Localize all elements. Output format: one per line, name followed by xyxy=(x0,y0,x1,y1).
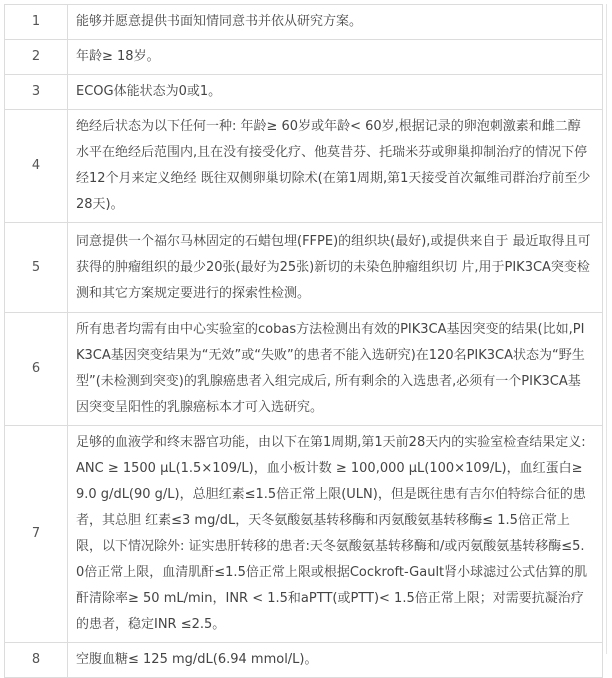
criterion-text: 绝经后状态为以下任何一种: 年龄≥ 60岁或年龄< 60岁,根据记录的卵泡刺激素和雌二醇水平在绝经后范围内,且在没有接受化疗、他莫昔芬、托瑞米芬或卵巢抑制治疗的情况下停经12个月来定义绝经 既往双侧卵巢切除术(在第1周期,第1天接受首次氟维司群治疗前至少28天)。 xyxy=(68,110,603,223)
table-row xyxy=(5,5,603,40)
table-row xyxy=(5,313,603,426)
row-number: 1 xyxy=(5,5,68,40)
inclusion-criteria-table xyxy=(4,4,603,678)
criterion-text: 能够并愿意提供书面知情同意书并依从研究方案。 xyxy=(68,5,603,40)
row-number: 8 xyxy=(5,643,68,678)
criterion-text: 足够的血液学和终末器官功能，由以下在第1周期,第1天前28天内的实验室检查结果定义: ANC ≥ 1500 μL(1.5×109/L)，血小板计数 ≥ 100,000 μL(100×109/L)，血红蛋白≥ 9.0 g/dL(90 g/L)，总胆红素≤1.5倍正常上限(ULN)，但是既往患有吉尔伯特综合征的患者，其总胆 红素≤3 mg/dL，天冬氨酸氨基转移酶和丙氨酸氨基转移酶≤ 1.5倍正常上限，以下情况除外: 证实患肝转移的患者:天冬氨酸氨基转移酶和/或丙氨酸氨基转移酶≤5.0倍正常上限，血清肌酐≤1.5倍正常上限或根据Cockroft-Gault肾小球滤过公式估算的肌酐清除率≥ 50 mL/min，INR < 1.5和aPTT(或PTT)< 1.5倍正常上限；对需要抗凝治疗的患者，稳定INR ≤2.5。 xyxy=(68,426,603,643)
criterion-text: 空腹血糖≤ 125 mg/dL(6.94 mmol/L)。 xyxy=(68,643,603,678)
table-row xyxy=(5,223,603,313)
row-number: 3 xyxy=(5,75,68,110)
table-row xyxy=(5,40,603,75)
table-row xyxy=(5,426,603,643)
inclusion-criteria-table-container xyxy=(4,4,603,678)
table-row xyxy=(5,75,603,110)
row-number: 7 xyxy=(5,426,68,643)
row-number: 5 xyxy=(5,223,68,313)
criterion-text: ECOG体能状态为0或1。 xyxy=(68,75,603,110)
criterion-text: 同意提供一个福尔马林固定的石蜡包埋(FFPE)的组织块(最好),或提供来自于 最近取得且可获得的肿瘤组织的最少20张(最好为25张)新切的未染色肿瘤组织切 片,用于PIK3CA突变检测和其它方案规定要进行的探索性检测。 xyxy=(68,223,603,313)
row-number: 6 xyxy=(5,313,68,426)
row-number: 4 xyxy=(5,110,68,223)
table-row xyxy=(5,110,603,223)
page-edge-divider xyxy=(606,4,607,654)
table-row xyxy=(5,643,603,678)
criterion-text: 所有患者均需有由中心实验室的cobas方法检测出有效的PIK3CA基因突变的结果(比如,PIK3CA基因突变结果为“无效”或“失败”的患者不能入选研究)在120名PIK3CA状态为“野生型”(未检测到突变)的乳腺癌患者入组完成后, 所有剩余的入选患者,必须有一个PIK3CA基因突变呈阳性的乳腺癌标本才可入选研究。 xyxy=(68,313,603,426)
criterion-text: 年龄≥ 18岁。 xyxy=(68,40,603,75)
row-number: 2 xyxy=(5,40,68,75)
